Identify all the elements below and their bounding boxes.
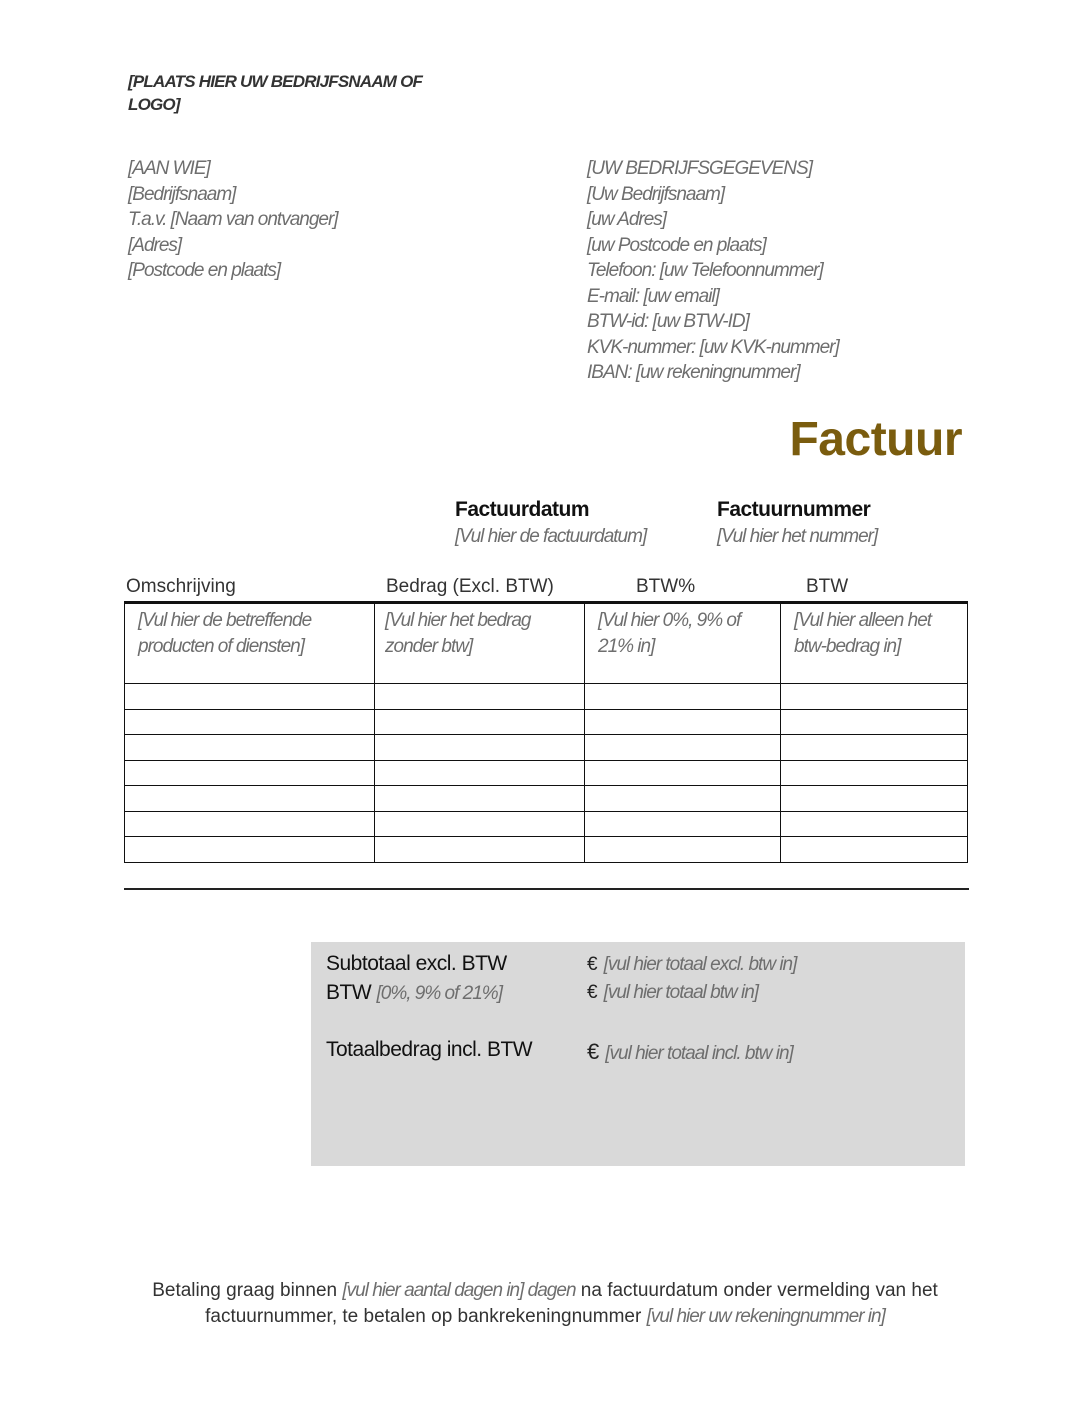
table-cell[interactable] <box>585 811 781 837</box>
column-header-vat: BTW <box>806 576 849 597</box>
vat-value <box>587 982 758 1004</box>
subtotal-placeholder: [vul hier totaal excl. btw in] <box>603 954 797 975</box>
table-cell[interactable] <box>781 709 968 735</box>
table-cell[interactable] <box>125 760 375 786</box>
table-cell[interactable] <box>125 709 375 735</box>
invoice-date-label: Factuurdatum <box>455 498 590 521</box>
table-cell[interactable] <box>781 684 968 710</box>
recipient-line: [Bedrijfsnaam] <box>128 183 236 205</box>
table-cell[interactable] <box>375 760 585 786</box>
table-cell[interactable]: [Vul hier het bedrag zonder btw] <box>375 603 585 684</box>
table-cell[interactable] <box>585 786 781 812</box>
column-header-vat-rate: BTW% <box>636 576 696 597</box>
table-cell[interactable] <box>375 709 585 735</box>
table-cell[interactable]: [Vul hier alleen het btw-bedrag in] <box>781 603 968 684</box>
sender-line: [Uw Bedrijfsnaam] <box>587 183 725 205</box>
recipient-line: [Adres] <box>128 234 182 256</box>
sender-line: [UW BEDRIJFSGEGEVENS] <box>587 158 812 179</box>
total-value <box>587 1039 793 1065</box>
table-cell[interactable] <box>585 735 781 761</box>
table-cell[interactable] <box>585 684 781 710</box>
invoice-number-label: Factuurnummer <box>717 498 871 521</box>
recipient-line: [AAN WIE] <box>128 158 210 179</box>
table-cell[interactable] <box>585 760 781 786</box>
table-cell[interactable] <box>375 735 585 761</box>
payment-terms <box>100 1278 990 1330</box>
table-row <box>125 837 968 863</box>
account-number-placeholder: [vul hier uw rekeningnummer in] <box>646 1306 885 1327</box>
table-cell[interactable] <box>375 684 585 710</box>
vat-label: BTW <box>326 981 372 1004</box>
table-row <box>125 760 968 786</box>
vat-placeholder: [vul hier totaal btw in] <box>603 982 759 1003</box>
sender-line: BTW-id: [uw BTW-ID] <box>587 311 749 332</box>
vat-label-row <box>326 981 502 1005</box>
euro-sign: € <box>587 1039 600 1064</box>
table-cell[interactable] <box>125 786 375 812</box>
divider-line <box>124 888 969 890</box>
recipient-line: [Postcode en plaats] <box>128 260 281 281</box>
sender-line: [uw Adres] <box>587 209 667 230</box>
invoice-title: Factuur <box>789 413 962 466</box>
total-placeholder: [vul hier totaal incl. btw in] <box>605 1043 793 1064</box>
table-row <box>125 735 968 761</box>
company-logo-placeholder: [PLAATS HIER UW BEDRIJFSNAAM OF LOGO] <box>128 72 423 114</box>
table-cell[interactable]: [Vul hier 0%, 9% of 21% in] <box>585 603 781 684</box>
table-cell[interactable]: [Vul hier de betreffende producten of diensten] <box>125 603 375 684</box>
table-cell[interactable] <box>125 684 375 710</box>
table-cell[interactable] <box>781 811 968 837</box>
vat-rate-placeholder: [0%, 9% of 21%] <box>376 983 502 1004</box>
table-row <box>125 786 968 812</box>
table-cell[interactable] <box>781 760 968 786</box>
totals-box <box>311 942 965 1166</box>
euro-sign: € <box>587 982 598 1003</box>
recipient-address <box>128 156 338 284</box>
subtotal-label: Subtotaal excl. BTW <box>326 952 507 975</box>
total-label: Totaalbedrag incl. BTW <box>326 1038 533 1061</box>
table-cell[interactable] <box>781 786 968 812</box>
table-cell[interactable] <box>125 837 375 863</box>
sender-line: E-mail: [uw email] <box>587 285 719 307</box>
invoice-date-value: [Vul hier de factuurdatum] <box>455 526 647 547</box>
invoice-number-value: [Vul hier het nummer] <box>717 526 878 547</box>
table-row <box>125 811 968 837</box>
table-cell[interactable] <box>375 786 585 812</box>
table-cell[interactable] <box>781 837 968 863</box>
payment-days-placeholder: [vul hier aantal dagen in] dagen <box>342 1280 576 1301</box>
sender-line: KVK-nummer: [uw KVK-nummer] <box>587 336 839 358</box>
table-cell[interactable] <box>781 735 968 761</box>
sender-line: [uw Postcode en plaats] <box>587 234 766 256</box>
sender-line: Telefoon: [uw Telefoonnummer] <box>587 260 823 281</box>
table-cell[interactable] <box>125 735 375 761</box>
table-row <box>125 709 968 735</box>
table-cell[interactable] <box>585 837 781 863</box>
payment-text: Betaling graag binnen <box>152 1280 343 1301</box>
subtotal-value <box>587 954 796 976</box>
table-row <box>125 603 968 684</box>
table-cell[interactable] <box>375 837 585 863</box>
table-cell[interactable] <box>375 811 585 837</box>
table-cell[interactable] <box>125 811 375 837</box>
recipient-line: T.a.v. [Naam van ontvanger] <box>128 209 338 230</box>
table-cell[interactable] <box>585 709 781 735</box>
invoice-items-table <box>124 601 968 863</box>
sender-details <box>587 156 839 386</box>
column-header-amount: Bedrag (Excl. BTW) <box>386 576 554 597</box>
euro-sign: € <box>587 954 598 975</box>
table-row <box>125 684 968 710</box>
payment-text: na factuurdatum onder vermelding van het factuurnummer, te betalen op bankrekeningnummer <box>205 1280 938 1327</box>
sender-line: IBAN: [uw rekeningnummer] <box>587 362 800 383</box>
column-header-description: Omschrijving <box>126 576 236 597</box>
